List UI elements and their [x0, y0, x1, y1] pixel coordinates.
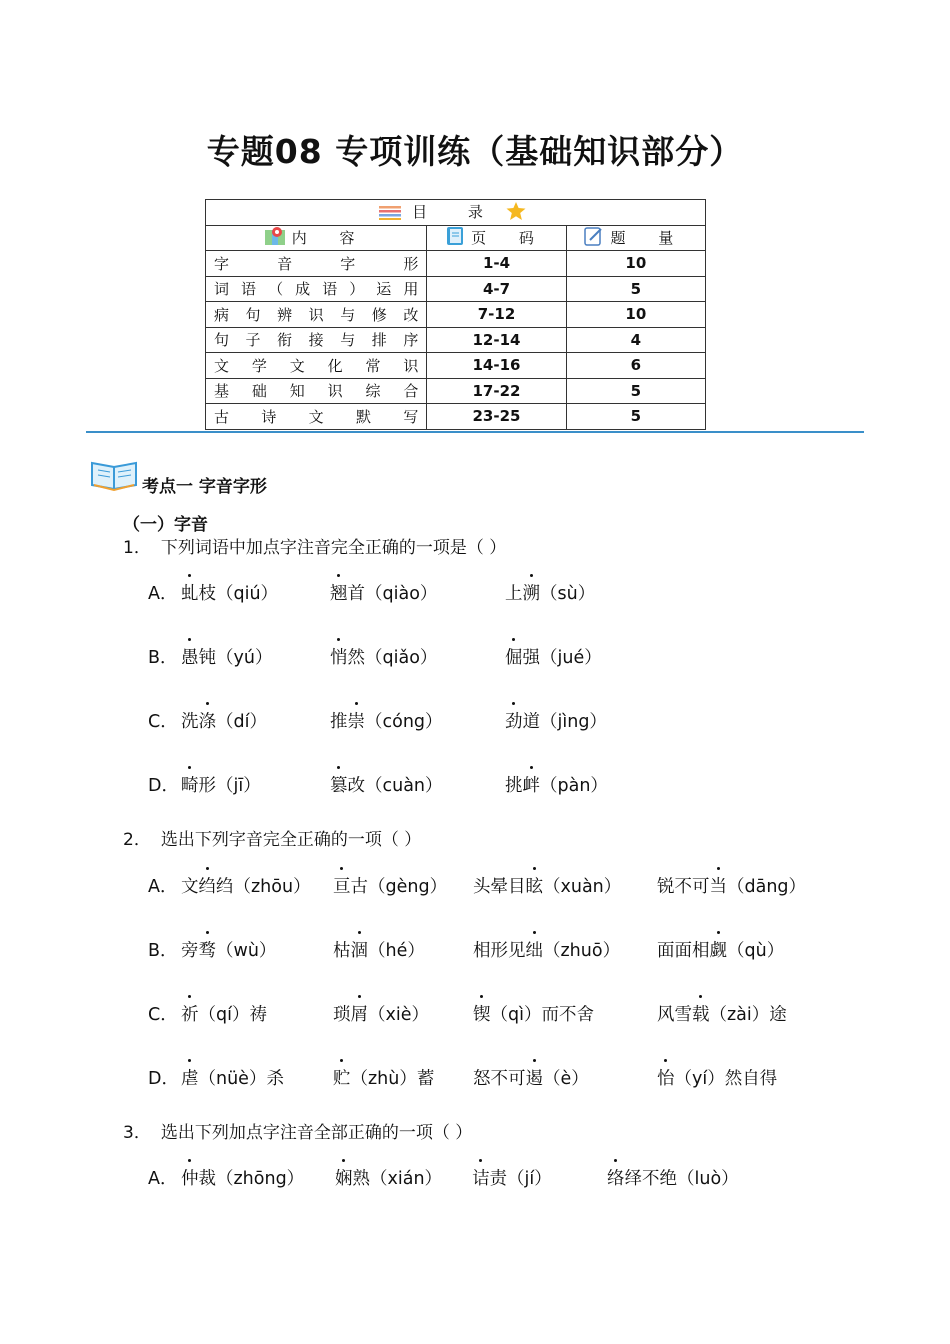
dotted-character: 怡 — [657, 1065, 675, 1090]
section-divider — [86, 431, 864, 433]
option-label: A． — [148, 584, 178, 604]
dotted-character: 载 — [692, 1001, 710, 1026]
option-item: 愚钝（yú） — [181, 644, 272, 669]
option-label: A． — [148, 1169, 178, 1189]
question-3: 3． 选出下列加点字注音全部正确的一项（ ） — [123, 1123, 473, 1143]
dotted-character: 骛 — [199, 937, 217, 962]
dotted-character: 虐 — [181, 1065, 199, 1090]
option-item: 倔强（jué） — [505, 644, 602, 669]
open-book-icon — [90, 455, 140, 495]
option-item: 娴熟（xián） — [335, 1165, 442, 1190]
edit-note-icon — [584, 226, 604, 250]
option-item: 旁骛（wù） — [181, 937, 276, 962]
dotted-character: 篡 — [330, 772, 348, 797]
dotted-character: 祈 — [181, 1001, 199, 1026]
page-title: 专题08 专项训练（基础知识部分） — [206, 132, 744, 171]
toc-table — [205, 199, 706, 430]
dotted-character: 锲 — [473, 1001, 491, 1026]
dotted-character: 娴 — [335, 1165, 353, 1190]
toc-row: 文学文化常识 14-16 6 — [206, 353, 706, 379]
question-1: 1． 下列词语中加点字注音完全正确的一项是（ ） — [123, 538, 507, 558]
dotted-character: 绉 — [199, 873, 217, 898]
dotted-character: 屑 — [351, 1001, 369, 1026]
dotted-character: 当 — [710, 873, 728, 898]
dotted-character: 愚 — [181, 644, 199, 669]
list-icon — [379, 206, 401, 224]
dotted-character: 绌 — [526, 937, 544, 962]
dotted-character: 贮 — [333, 1065, 351, 1090]
option-item: 诘责（jí） — [472, 1165, 552, 1190]
option-item: 锐不可当（dāng） — [657, 873, 806, 898]
toc-col-count: 题 量 — [566, 225, 705, 251]
toc-row: 基础知识综合 17-22 5 — [206, 378, 706, 404]
option-item: 怒不可遏（è） — [473, 1065, 589, 1090]
option-item: 贮（zhù）蓄 — [333, 1065, 434, 1090]
dotted-character: 觑 — [710, 937, 728, 962]
dotted-character: 络 — [607, 1165, 625, 1190]
option-item: 虬枝（qiú） — [181, 580, 278, 605]
dotted-character: 眩 — [526, 873, 544, 898]
dotted-character: 畸 — [181, 772, 199, 797]
option-label: C． — [148, 712, 178, 732]
toc-header — [206, 200, 706, 226]
dotted-character: 虬 — [181, 580, 199, 605]
toc-col-content: 内 容 — [206, 225, 427, 251]
toc-row: 句子衔接与排序 12-14 4 — [206, 327, 706, 353]
dotted-character: 仲 — [181, 1165, 199, 1190]
option-item: 络绎不绝（luò） — [607, 1165, 739, 1190]
option-item: 风雪载（zài）途 — [657, 1001, 787, 1026]
option-item: 篡改（cuàn） — [330, 772, 443, 797]
toc-title: 目 录 — [412, 202, 501, 221]
option-item: 面面相觑（qù） — [657, 937, 784, 962]
option-label: B． — [148, 941, 178, 961]
option-item: 怡（yí）然自得 — [657, 1065, 777, 1090]
option-item: 推崇（cóng） — [330, 708, 443, 733]
toc-row: 字音字形 1-4 10 — [206, 251, 706, 277]
dotted-character: 悄 — [330, 644, 348, 669]
dotted-character: 倔 — [505, 644, 523, 669]
dotted-character: 诘 — [472, 1165, 490, 1190]
option-item: 上溯（sù） — [505, 580, 595, 605]
option-item: 劲道（jìng） — [505, 708, 607, 733]
dotted-character: 劲 — [505, 708, 523, 733]
map-pin-icon — [264, 226, 286, 250]
option-item: 畸形（jī） — [181, 772, 261, 797]
toc-row: 古诗文默写 23-25 5 — [206, 404, 706, 430]
option-item: 洗涤（dí） — [181, 708, 267, 733]
option-item: 悄然（qiǎo） — [330, 644, 437, 669]
option-item: 虐（nüè）杀 — [181, 1065, 284, 1090]
option-item: 枯涸（hé） — [333, 937, 425, 962]
star-icon — [506, 202, 526, 224]
option-item: 相形见绌（zhuō） — [473, 937, 620, 962]
option-label: D． — [148, 1069, 179, 1089]
section-title: 考点一 字音字形 — [142, 477, 267, 497]
dotted-character: 亘 — [333, 873, 351, 898]
option-item: 琐屑（xiè） — [333, 1001, 429, 1026]
option-label: D． — [148, 776, 179, 796]
option-label: C． — [148, 1005, 178, 1025]
dotted-character: 遏 — [526, 1065, 544, 1090]
option-item: 头晕目眩（xuàn） — [473, 873, 621, 898]
question-2: 2． 选出下列字音完全正确的一项（ ） — [123, 830, 422, 850]
subsection-title: （一）字音 — [123, 515, 208, 535]
dotted-character: 翘 — [330, 580, 348, 605]
toc-row: 病句辨识与修改 7-12 10 — [206, 302, 706, 328]
option-item: 翘首（qiào） — [330, 580, 437, 605]
option-label: B． — [148, 648, 178, 668]
dotted-character: 衅 — [523, 772, 541, 797]
book-icon — [445, 226, 465, 250]
dotted-character: 涸 — [351, 937, 369, 962]
toc-col-pages: 页 码 — [427, 225, 566, 251]
dotted-character: 涤 — [199, 708, 217, 733]
option-item: 仲裁（zhōng） — [181, 1165, 304, 1190]
option-item: 祈（qí）祷 — [181, 1001, 267, 1026]
option-item: 挑衅（pàn） — [505, 772, 608, 797]
dotted-character: 溯 — [523, 580, 541, 605]
dotted-character: 崇 — [348, 708, 366, 733]
toc-row: 词语（成语）运用 4-7 5 — [206, 276, 706, 302]
option-label: A． — [148, 877, 178, 897]
option-item: 锲（qì）而不舍 — [473, 1001, 594, 1026]
option-item: 亘古（gèng） — [333, 873, 447, 898]
option-item: 文绉绉（zhōu） — [181, 873, 311, 898]
